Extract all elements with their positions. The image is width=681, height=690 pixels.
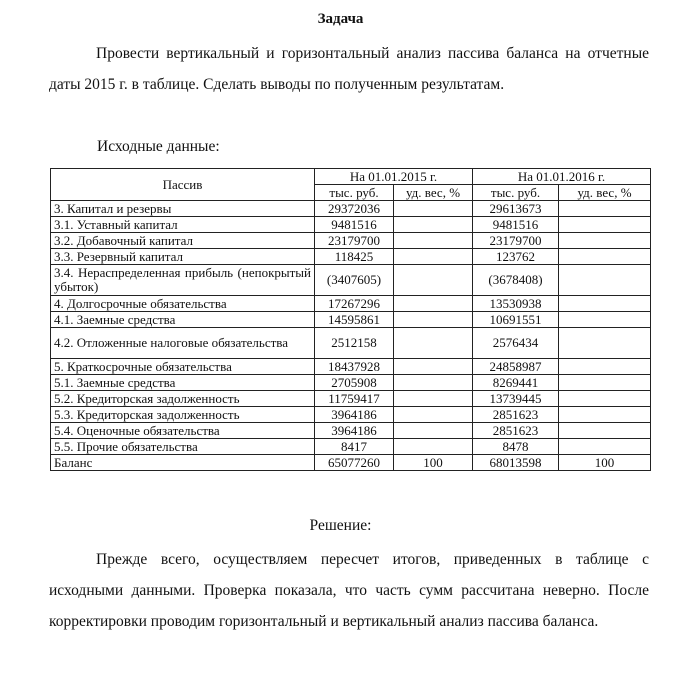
value-2016-thousand: 8269441 (473, 375, 559, 391)
row-name: 3.4. Нераспределенная прибыль (непокрытый убыток) (51, 265, 315, 296)
share-2016-percent (559, 423, 651, 439)
share-2015-percent (394, 249, 473, 265)
value-2016-thousand: 9481516 (473, 217, 559, 233)
table-row (51, 312, 651, 328)
header-period-2015: На 01.01.2015 г. (315, 169, 473, 185)
share-2016-percent (559, 375, 651, 391)
table-row (51, 217, 651, 233)
value-2016-thousand: 2851623 (473, 423, 559, 439)
value-2016-thousand: 29613673 (473, 201, 559, 217)
row-name: 5.1. Заемные средства (51, 375, 315, 391)
row-name: 5.5. Прочие обязательства (51, 439, 315, 455)
share-2015-percent (394, 375, 473, 391)
row-name: 4. Долгосрочные обязательства (51, 296, 315, 312)
header-passive: Пассив (51, 169, 315, 201)
value-2016-thousand: 10691551 (473, 312, 559, 328)
row-name: 3.3. Резервный капитал (51, 249, 315, 265)
table-row (51, 249, 651, 265)
row-name: 5.4. Оценочные обязательства (51, 423, 315, 439)
table-row (51, 455, 651, 471)
share-2015-percent (394, 328, 473, 359)
table-row (51, 296, 651, 312)
share-2016-percent (559, 233, 651, 249)
header-unit-thousand: тыс. руб. (473, 185, 559, 201)
share-2016-percent (559, 439, 651, 455)
share-2015-percent (394, 217, 473, 233)
value-2016-thousand: 24858987 (473, 359, 559, 375)
balance-table (50, 168, 651, 471)
share-2015-percent: 100 (394, 455, 473, 471)
row-name: Баланс (51, 455, 315, 471)
value-2015-thousand: 29372036 (315, 201, 394, 217)
value-2015-thousand: 8417 (315, 439, 394, 455)
value-2015-thousand: 17267296 (315, 296, 394, 312)
value-2015-thousand: 11759417 (315, 391, 394, 407)
task-text: Провести вертикальный и горизонтальный анализ пассива баланса на отчетные даты 2015 г. в таблице. Сделать выводы по полученным результатам. (49, 45, 649, 93)
table-header-row (51, 169, 651, 185)
share-2015-percent (394, 265, 473, 296)
share-2015-percent (394, 439, 473, 455)
value-2016-thousand: 8478 (473, 439, 559, 455)
solution-text: Прежде всего, осуществляем пересчет итогов, приведенных в таблице с исходными данными. Проверка показала, что часть сумм рассчитана неверно. После корректировки проводим горизонтальный и вертикальный анализ пассива баланса. (49, 551, 649, 630)
value-2016-thousand: 123762 (473, 249, 559, 265)
value-2016-thousand: 13739445 (473, 391, 559, 407)
row-name: 5.2. Кредиторская задолженность (51, 391, 315, 407)
solution-paragraph (49, 544, 649, 637)
table-row (51, 328, 651, 359)
share-2016-percent: 100 (559, 455, 651, 471)
share-2016-percent (559, 391, 651, 407)
table-row (51, 391, 651, 407)
share-2016-percent (559, 296, 651, 312)
share-2016-percent (559, 359, 651, 375)
task-title: Задача (317, 11, 364, 27)
value-2016-thousand: 2851623 (473, 407, 559, 423)
table-row (51, 233, 651, 249)
value-2016-thousand: 2576434 (473, 328, 559, 359)
row-name: 4.2. Отложенные налоговые обязательства (51, 328, 315, 359)
share-2015-percent (394, 423, 473, 439)
header-unit-share: уд. вес, % (559, 185, 651, 201)
value-2015-thousand: 65077260 (315, 455, 394, 471)
share-2016-percent (559, 249, 651, 265)
value-2015-thousand: 118425 (315, 249, 394, 265)
share-2016-percent (559, 201, 651, 217)
value-2015-thousand: 14595861 (315, 312, 394, 328)
share-2016-percent (559, 265, 651, 296)
table-row (51, 359, 651, 375)
value-2015-thousand: 23179700 (315, 233, 394, 249)
value-2015-thousand: 18437928 (315, 359, 394, 375)
table-row (51, 407, 651, 423)
share-2016-percent (559, 407, 651, 423)
table-row (51, 423, 651, 439)
value-2016-thousand: 23179700 (473, 233, 559, 249)
row-name: 3. Капитал и резервы (51, 201, 315, 217)
share-2015-percent (394, 391, 473, 407)
value-2015-thousand: 2512158 (315, 328, 394, 359)
header-unit-thousand: тыс. руб. (315, 185, 394, 201)
share-2016-percent (559, 328, 651, 359)
source-data-label: Исходные данные: (97, 138, 220, 155)
header-unit-share: уд. вес, % (394, 185, 473, 201)
value-2016-thousand: 13530938 (473, 296, 559, 312)
table-row (51, 201, 651, 217)
row-name: 5.3. Кредиторская задолженность (51, 407, 315, 423)
share-2016-percent (559, 312, 651, 328)
table-row (51, 439, 651, 455)
row-name: 3.1. Уставный капитал (51, 217, 315, 233)
header-period-2016: На 01.01.2016 г. (473, 169, 651, 185)
value-2015-thousand: 3964186 (315, 407, 394, 423)
share-2015-percent (394, 233, 473, 249)
share-2015-percent (394, 312, 473, 328)
share-2015-percent (394, 296, 473, 312)
table-body (51, 201, 651, 471)
row-name: 3.2. Добавочный капитал (51, 233, 315, 249)
share-2015-percent (394, 359, 473, 375)
share-2016-percent (559, 217, 651, 233)
table-row (51, 265, 651, 296)
table-row (51, 375, 651, 391)
value-2015-thousand: 9481516 (315, 217, 394, 233)
value-2015-thousand: 2705908 (315, 375, 394, 391)
value-2015-thousand: 3964186 (315, 423, 394, 439)
value-2016-thousand: 68013598 (473, 455, 559, 471)
value-2015-thousand: (3407605) (315, 265, 394, 296)
share-2015-percent (394, 407, 473, 423)
task-paragraph (49, 38, 649, 100)
share-2015-percent (394, 201, 473, 217)
row-name: 5. Краткосрочные обязательства (51, 359, 315, 375)
row-name: 4.1. Заемные средства (51, 312, 315, 328)
value-2016-thousand: (3678408) (473, 265, 559, 296)
solution-label: Решение: (309, 517, 372, 534)
